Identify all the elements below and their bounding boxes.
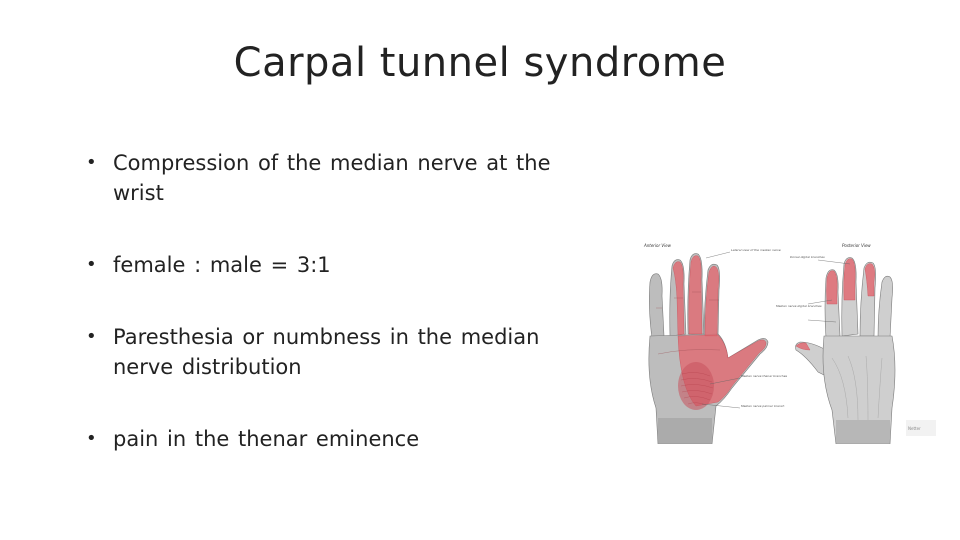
posterior-hand [776, 243, 936, 444]
median-nerve-hand-illustration [636, 238, 942, 444]
hand-diagram-svg [636, 238, 942, 444]
slide-title: Carpal tunnel syndrome [233, 40, 727, 86]
anterior-hand [643, 243, 788, 444]
bullet-item: • Paresthesia or numbness in the median nerve distribution [86, 322, 606, 382]
figure-label: Median nerve palmar branch [741, 404, 785, 408]
figure-label: Median nerve thenar branches [741, 374, 788, 378]
figure-credit: Netter [908, 426, 921, 431]
figure-label: Median nerve digital branches [776, 304, 822, 308]
figure-label: Lateral view of the median nerve [731, 248, 781, 252]
bullet-item: • Compression of the median nerve at the wrist [86, 148, 606, 208]
posterior-view-heading: Posterior View [842, 243, 871, 248]
figure-label: Dorsal digital branches [790, 255, 825, 259]
bullet-item: • pain in the thenar eminence [86, 424, 606, 454]
anterior-view-heading: Anterior View [644, 243, 671, 248]
bullet-item: • female : male = 3:1 [86, 250, 606, 280]
bullet-list [86, 148, 606, 454]
